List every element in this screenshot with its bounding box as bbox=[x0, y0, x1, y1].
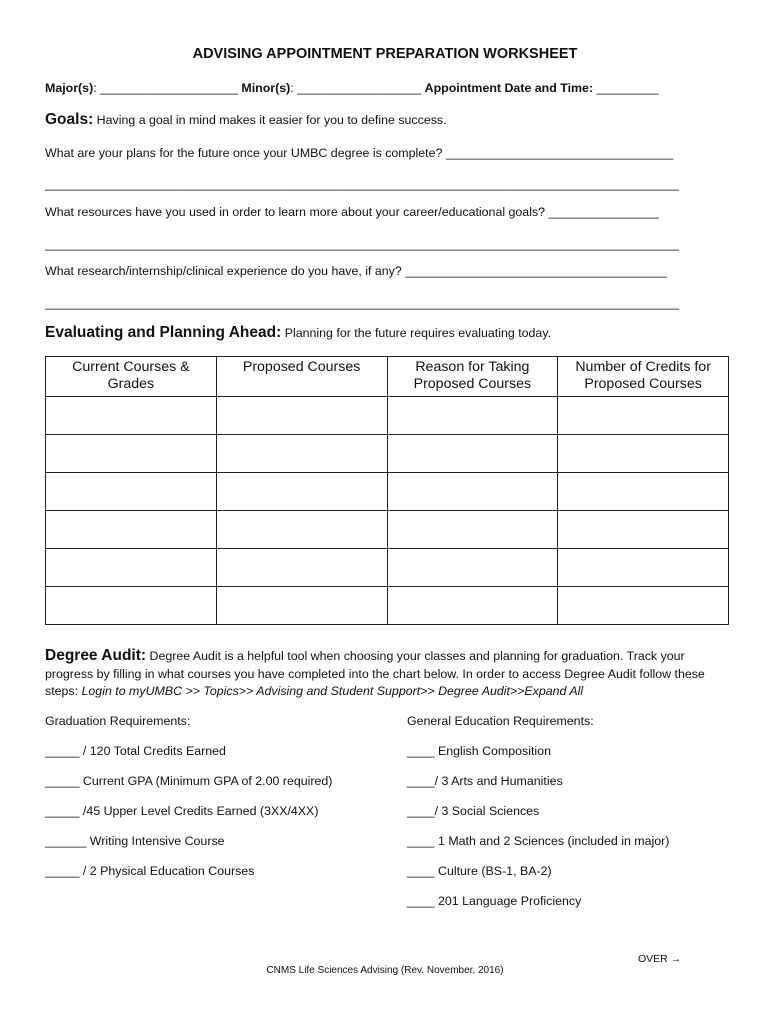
table-cell[interactable] bbox=[558, 511, 729, 549]
table-cell[interactable] bbox=[216, 397, 387, 435]
table-cell[interactable] bbox=[558, 587, 729, 625]
table-row bbox=[46, 397, 729, 435]
table-cell[interactable] bbox=[216, 549, 387, 587]
date-blank: _________ bbox=[593, 81, 659, 95]
gen-ed-item: ____/ 3 Social Sciences bbox=[407, 804, 540, 818]
goals-question-1: What are your plans for the future once your UMBC degree is complete? _________________________________ bbox=[45, 146, 674, 160]
courses-table bbox=[45, 356, 729, 625]
over-indicator: OVER → bbox=[638, 953, 682, 965]
table-cell[interactable] bbox=[558, 435, 729, 473]
date-label: Appointment Date and Time: bbox=[424, 81, 594, 95]
graduation-heading: Graduation Requirements: bbox=[45, 714, 191, 728]
degree-audit-heading: Degree Audit: bbox=[45, 647, 147, 664]
table-cell[interactable] bbox=[387, 397, 558, 435]
gen-ed-item: ____ 201 Language Proficiency bbox=[407, 894, 582, 908]
goals-intro: Having a goal in mind makes it easier for you to define success. bbox=[93, 113, 447, 127]
graduation-item: _____ / 120 Total Credits Earned bbox=[45, 744, 226, 758]
table-cell[interactable] bbox=[558, 549, 729, 587]
minor-label: Minor(s) bbox=[241, 81, 291, 95]
minor-blank: : __________________ bbox=[290, 81, 422, 95]
degree-audit-steps: Login to myUMBC >> Topics>> Advising and Student Support>> Degree Audit>>Expand All bbox=[81, 684, 584, 698]
column-header-reason: Reason for Taking Proposed Courses bbox=[387, 357, 558, 397]
answer-line: ____________________________________________________________________________________________ bbox=[45, 237, 679, 251]
table-cell[interactable] bbox=[216, 435, 387, 473]
table-cell[interactable] bbox=[46, 549, 217, 587]
degree-audit-paragraph bbox=[45, 647, 735, 701]
table-row bbox=[46, 549, 729, 587]
answer-line: ____________________________________________________________________________________________ bbox=[45, 296, 679, 310]
column-header-proposed-courses: Proposed Courses bbox=[216, 357, 387, 397]
graduation-item: ______ Writing Intensive Course bbox=[45, 834, 225, 848]
table-cell[interactable] bbox=[387, 587, 558, 625]
table-cell[interactable] bbox=[216, 587, 387, 625]
graduation-item: _____ Current GPA (Minimum GPA of 2.00 required) bbox=[45, 774, 333, 788]
table-cell[interactable] bbox=[558, 397, 729, 435]
planning-section-header bbox=[45, 324, 551, 342]
gen-ed-item: ____ English Composition bbox=[407, 744, 551, 758]
table-cell[interactable] bbox=[558, 473, 729, 511]
gen-ed-heading: General Education Requirements: bbox=[407, 714, 594, 728]
table-row bbox=[46, 511, 729, 549]
answer-line: ____________________________________________________________________________________________ bbox=[45, 177, 679, 191]
major-label: Major(s) bbox=[45, 81, 94, 95]
goals-question-3: What research/internship/clinical experience do you have, if any? ______________________________________ bbox=[45, 264, 668, 278]
goals-section-header bbox=[45, 111, 447, 129]
major-blank: : ____________________ bbox=[93, 81, 238, 95]
table-row bbox=[46, 473, 729, 511]
goals-heading: Goals: bbox=[45, 111, 94, 128]
table-cell[interactable] bbox=[46, 511, 217, 549]
goals-question-2: What resources have you used in order to learn more about your career/educational goals? ________________ bbox=[45, 205, 659, 219]
table-cell[interactable] bbox=[46, 435, 217, 473]
column-header-current-courses: Current Courses & Grades bbox=[46, 357, 217, 397]
planning-intro: Planning for the future requires evaluating today. bbox=[281, 326, 552, 340]
table-row bbox=[46, 587, 729, 625]
table-row bbox=[46, 435, 729, 473]
header-fields bbox=[45, 81, 659, 95]
page-footer: CNMS Life Sciences Advising (Rev. November, 2016) bbox=[266, 965, 504, 976]
table-cell[interactable] bbox=[46, 473, 217, 511]
gen-ed-item: ____/ 3 Arts and Humanities bbox=[407, 774, 563, 788]
table-cell[interactable] bbox=[387, 435, 558, 473]
page-title: ADVISING APPOINTMENT PREPARATION WORKSHEET bbox=[192, 46, 578, 62]
planning-heading: Evaluating and Planning Ahead: bbox=[45, 324, 282, 341]
graduation-item: _____ / 2 Physical Education Courses bbox=[45, 864, 255, 878]
table-cell[interactable] bbox=[46, 587, 217, 625]
table-cell[interactable] bbox=[387, 549, 558, 587]
table-cell[interactable] bbox=[387, 473, 558, 511]
graduation-item: _____ /45 Upper Level Credits Earned (3XX/4XX) bbox=[45, 804, 319, 818]
table-cell[interactable] bbox=[46, 397, 217, 435]
column-header-credits: Number of Credits for Proposed Courses bbox=[558, 357, 729, 397]
degree-audit-text: Degree Audit is a helpful tool when choosing your classes and planning for graduation. Track your progress by filling in what courses you have completed into the chart below. In order to access Degree Audit follow these steps: bbox=[45, 649, 705, 698]
table-cell[interactable] bbox=[387, 511, 558, 549]
gen-ed-item: ____ Culture (BS-1, BA-2) bbox=[407, 864, 552, 878]
table-cell[interactable] bbox=[216, 473, 387, 511]
gen-ed-item: ____ 1 Math and 2 Sciences (included in major) bbox=[407, 834, 670, 848]
table-header-row bbox=[46, 357, 729, 397]
table-cell[interactable] bbox=[216, 511, 387, 549]
